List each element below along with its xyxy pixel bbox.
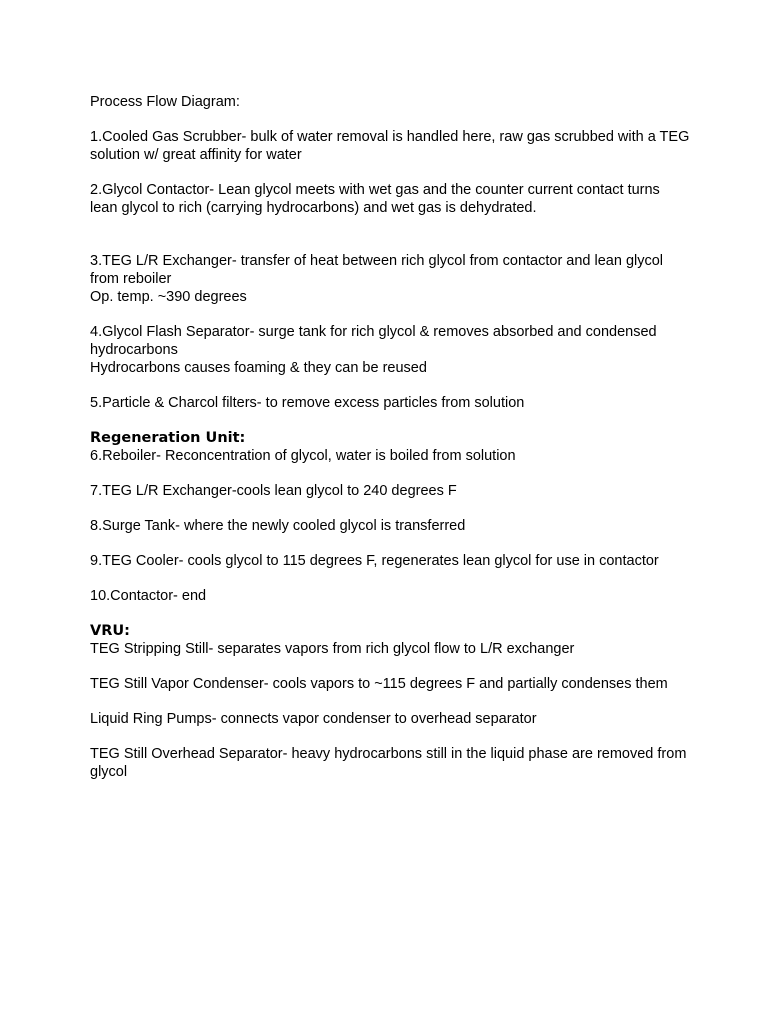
spacer — [90, 535, 690, 552]
item-teg-lr-exchanger-cool: 7.TEG L/R Exchanger-cools lean glycol to 240 degrees F — [90, 483, 457, 499]
item-cooled-gas-scrubber: 1.Cooled Gas Scrubber- bulk of water removal is handled here, raw gas scrubbed with a TEG solution w/ great affinity for water — [90, 129, 690, 163]
item-contactor-end: 10.Contactor- end — [90, 588, 207, 604]
item-teg-lr-exchanger: 3.TEG L/R Exchanger- transfer of heat between rich glycol from contactor and lean glycol from reboiler — [90, 253, 664, 287]
spacer — [90, 500, 690, 517]
spacer — [90, 605, 690, 622]
spacer — [90, 412, 690, 429]
item-glycol-contactor: 2.Glycol Contactor- Lean glycol meets with wet gas and the counter current contact turns lean glycol to rich (carrying hydrocarbons) and wet gas is dehydrated. — [90, 182, 660, 216]
spacer — [90, 465, 690, 482]
spacer — [90, 693, 690, 710]
spacer — [90, 658, 690, 675]
spacer — [90, 217, 690, 252]
item-glycol-flash-separator: 4.Glycol Flash Separator- surge tank for rich glycol & removes absorbed and condensed hydrocarbons — [90, 324, 657, 358]
spacer — [90, 570, 690, 587]
spacer — [90, 306, 690, 323]
vru-heading: VRU: — [90, 623, 130, 639]
spacer — [90, 728, 690, 745]
item-reboiler: 6.Reboiler- Reconcentration of glycol, water is boiled from solution — [90, 448, 516, 464]
document-title: Process Flow Diagram: — [90, 94, 240, 110]
item-glycol-flash-separator-note: Hydrocarbons causes foaming & they can be reused — [90, 360, 427, 376]
item-teg-stripping-still: TEG Stripping Still- separates vapors from rich glycol flow to L/R exchanger — [90, 641, 575, 657]
item-teg-cooler: 9.TEG Cooler- cools glycol to 115 degrees F, regenerates lean glycol for use in contactor — [90, 553, 659, 569]
item-teg-still-overhead-separator: TEG Still Overhead Separator- heavy hydrocarbons still in the liquid phase are removed from glycol — [90, 746, 687, 780]
item-teg-still-vapor-condenser: TEG Still Vapor Condenser- cools vapors to ~115 degrees F and partially condenses them — [90, 676, 668, 692]
item-teg-lr-exchanger-note: Op. temp. ~390 degrees — [90, 289, 247, 305]
item-surge-tank: 8.Surge Tank- where the newly cooled glycol is transferred — [90, 518, 466, 534]
spacer — [90, 164, 690, 181]
document-body — [90, 93, 690, 781]
regeneration-unit-heading: Regeneration Unit: — [90, 430, 246, 446]
item-liquid-ring-pumps: Liquid Ring Pumps- connects vapor condenser to overhead separator — [90, 711, 537, 727]
spacer — [90, 377, 690, 394]
spacer — [90, 111, 690, 128]
item-particle-filters: 5.Particle & Charcol filters- to remove excess particles from solution — [90, 395, 525, 411]
